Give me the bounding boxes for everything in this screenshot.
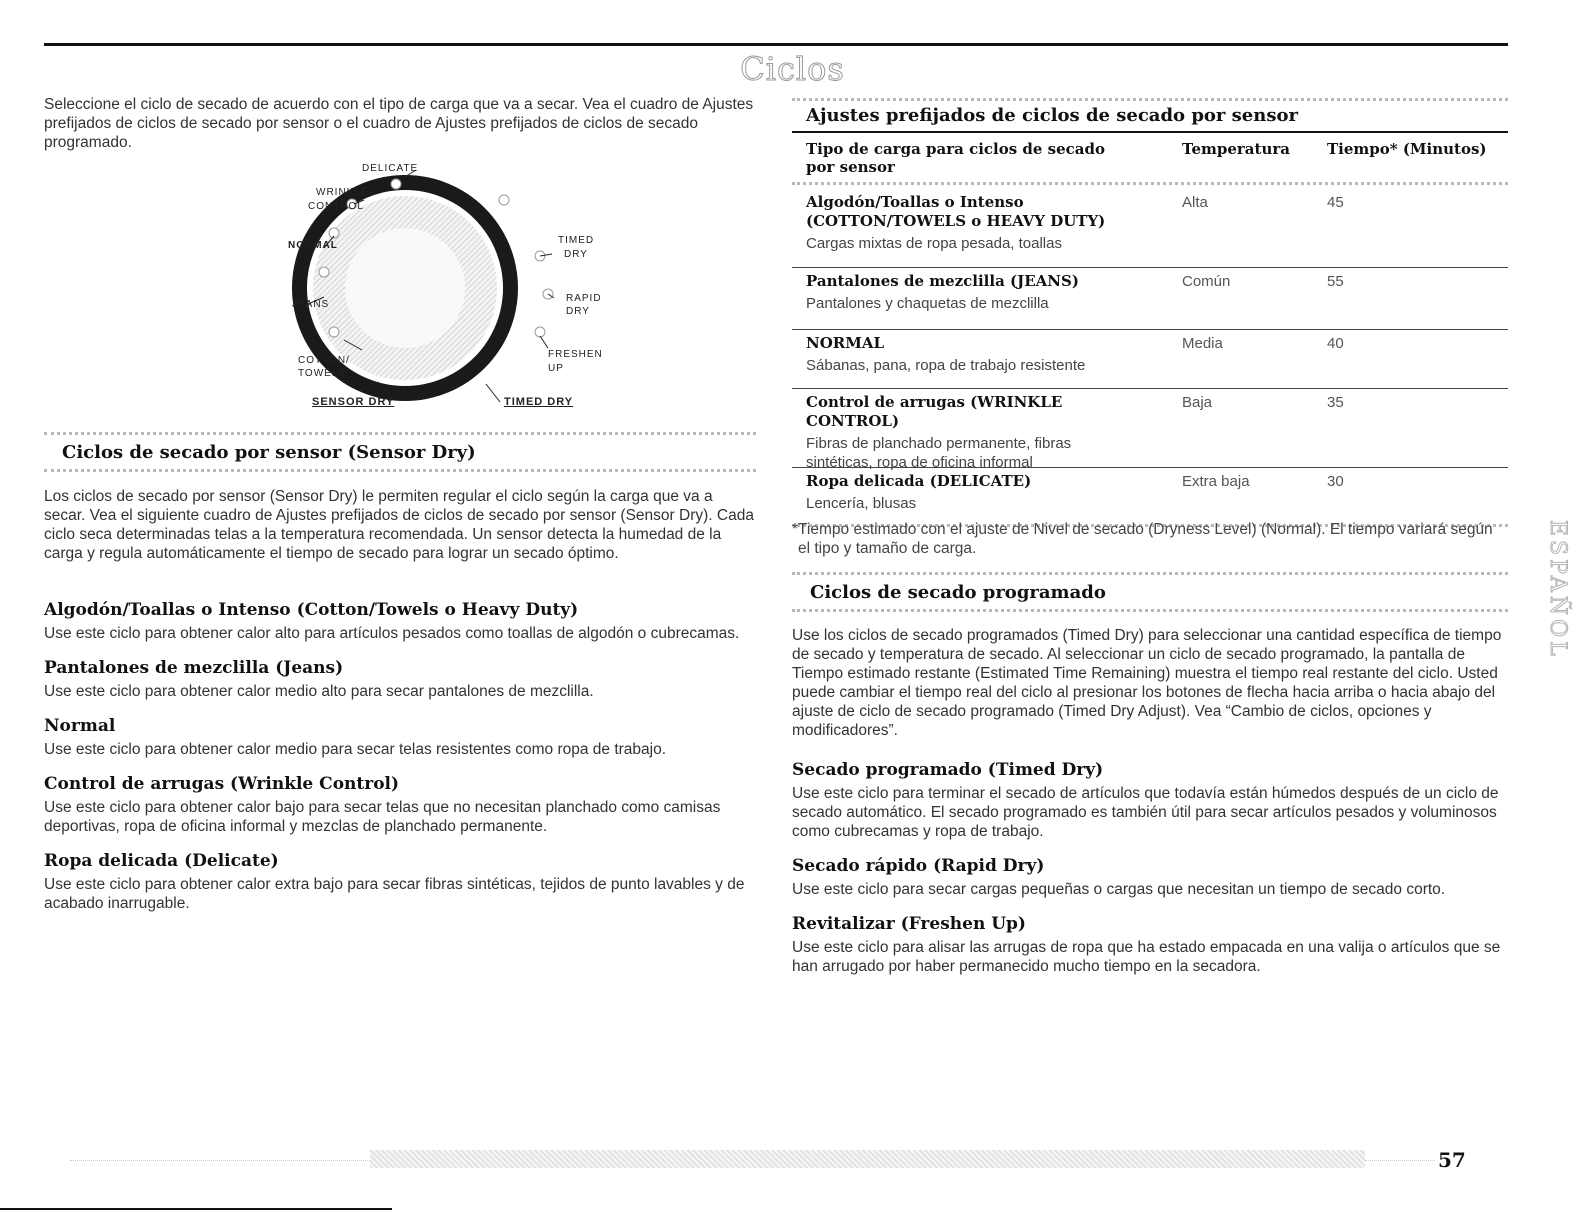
cycle-title: Secado programado (Timed Dry) <box>792 760 1104 780</box>
row-temp: Extra baja <box>1182 473 1250 490</box>
cycle-title: Secado rápido (Rapid Dry) <box>792 856 1045 876</box>
table-row <box>792 193 1508 268</box>
cycle-item <box>792 914 1508 976</box>
sensor-cycle-list <box>44 600 756 928</box>
language-side-tab: ESPAÑOL <box>1545 520 1570 660</box>
table-title-rule <box>792 131 1508 133</box>
row-name: NORMAL <box>806 334 885 352</box>
dial-label-sensor-dry: SENSOR DRY <box>312 396 395 408</box>
row-desc: Fibras de planchado permanente, fibras sintéticas, ropa de oficina informal <box>806 435 1072 471</box>
timed-section-heading <box>792 572 1508 612</box>
cycle-title: Normal <box>44 716 116 736</box>
dial-label-jeans: JEANS <box>292 299 330 310</box>
header-time: Tiempo* (Minutos) <box>1327 140 1487 158</box>
cycle-title: Algodón/Toallas o Intenso (Cotton/Towels o Heavy Duty) <box>44 600 579 620</box>
footer-dotted-line <box>70 1160 370 1161</box>
cycle-item <box>44 658 756 701</box>
footer-dotted-line <box>1365 1160 1435 1161</box>
row-name: Ropa delicada (DELICATE) <box>806 472 1032 490</box>
cycle-title: Ropa delicada (Delicate) <box>44 851 279 871</box>
row-time: 30 <box>1327 473 1344 490</box>
sensor-body: Los ciclos de secado por sensor (Sensor Dry) le permiten regular el ciclo según la carga que va a secar. Vea el siguiente cuadro de Ajustes prefijados de ciclos de secado por sensor (Sensor Dry). Cada ciclo seca determinadas telas a la temperatura recomendada. Un sensor detecta la humedad de la carga y regula automáticamente el tiempo de secado para lograr un secado óptimo. <box>44 488 754 562</box>
row-time: 55 <box>1327 273 1344 290</box>
cycle-item <box>44 851 756 913</box>
table-row <box>792 272 1508 330</box>
table-row <box>792 334 1508 389</box>
cycle-body: Use este ciclo para obtener calor medio alto para secar pantalones de mezclilla. <box>44 683 594 700</box>
dial-label-freshen-1: FRESHEN <box>548 349 603 360</box>
cycle-body: Use este ciclo para obtener calor medio para secar telas resistentes como ropa de trabajo. <box>44 741 667 758</box>
dial-knob-icon <box>234 160 574 415</box>
row-desc: Cargas mixtas de ropa pesada, toallas <box>806 235 1062 252</box>
dial-label-freshen-2: UP <box>548 363 564 374</box>
table-title <box>806 105 1298 126</box>
dial-label-cotton-1: COTTON/ <box>298 355 350 366</box>
footer-band <box>370 1150 1365 1168</box>
sensor-section-heading <box>44 432 756 472</box>
row-name: Algodón/Toallas o Intenso (COTTON/TOWELS o HEAVY DUTY) <box>806 193 1106 230</box>
cycle-item <box>792 760 1508 841</box>
table-row <box>792 393 1508 471</box>
row-name: Control de arrugas (WRINKLE CONTROL) <box>806 393 1063 430</box>
timed-body: Use los ciclos de secado programados (Timed Dry) para seleccionar una cantidad específica de tiempo de secado y temperatura de secado. Al seleccionar un ciclo de secado programado, la pantalla de Tiempo estimado restante (Estimated Time Remaining) muestra el tiempo real restante del ciclo. Usted puede cambiar el tiempo real del ciclo al presionar los botones de flecha hacia arriba o hacia abajo del ajuste de ciclo de secado programado (Timed Dry Adjust). Vea “Cambio de ciclos, opciones y modificadores”. <box>792 627 1502 739</box>
dial-label-timed-dry: TIMED DRY <box>504 396 574 408</box>
cycle-title: Pantalones de mezclilla (Jeans) <box>44 658 344 678</box>
dial-label-rapid-1: RAPID <box>566 293 602 304</box>
table-title-text: Ajustes prefijados de ciclos de secado por sensor <box>806 105 1298 126</box>
row-load <box>806 272 1156 313</box>
cycle-body: Use este ciclo para obtener calor alto para artículos pesados como toallas de algodón o cubrecamas. <box>44 625 740 642</box>
cycle-body: Use este ciclo para obtener calor extra bajo para secar fibras sintéticas, tejidos de punto lavables y de acabado inarrugable. <box>44 876 745 912</box>
page-number: 57 <box>1438 1148 1466 1172</box>
row-time: 35 <box>1327 394 1344 411</box>
dial-label-timed-1: TIMED <box>558 235 595 246</box>
row-temp: Alta <box>1182 194 1208 211</box>
intro-text: Seleccione el ciclo de secado de acuerdo con el tipo de carga que va a secar. Vea el cuadro de Ajustes prefijados de ciclos de secado por sensor o el cuadro de Ajustes prefijados de ciclos de secado programado. <box>44 96 754 151</box>
row-load <box>806 193 1156 253</box>
row-load <box>806 472 1156 513</box>
cycle-item <box>44 774 756 836</box>
table-top-dots <box>792 98 1508 101</box>
cycle-body: Use este ciclo para obtener calor bajo para secar telas que no necesitan planchado como camisas deportivas, ropa de oficina informal y mezclas de planchado permanente. <box>44 799 721 835</box>
header-temp: Temperatura <box>1182 140 1290 158</box>
dial-label-timed-2: DRY <box>564 249 588 260</box>
dial-label-rapid-2: DRY <box>566 306 590 317</box>
top-rule <box>44 43 1508 46</box>
table-row <box>792 472 1508 527</box>
row-temp: Media <box>1182 335 1223 352</box>
row-desc: Lencería, blusas <box>806 495 917 512</box>
row-load <box>806 334 1156 375</box>
cycle-dial <box>234 160 603 415</box>
dial-label-wrinkle-2: CONTROL <box>308 201 364 212</box>
cycle-item <box>792 856 1508 899</box>
row-desc: Sábanas, pana, ropa de trabajo resistente <box>806 357 1086 374</box>
header-load: Tipo de carga para ciclos de secado por sensor <box>806 140 1105 176</box>
page-title: Ciclos <box>740 50 845 88</box>
bottom-rule <box>0 1208 392 1210</box>
row-time: 40 <box>1327 335 1344 352</box>
dial-label-cotton-2: TOWELS <box>298 368 347 379</box>
dial-label-normal: NORMAL <box>288 240 338 251</box>
row-desc: Pantalones y chaquetas de mezclilla <box>806 295 1049 312</box>
sensor-presets-table <box>792 140 1508 527</box>
table-header-row <box>792 140 1508 185</box>
row-name: Pantalones de mezclilla (JEANS) <box>806 272 1079 290</box>
sensor-heading-text: Ciclos de secado por sensor (Sensor Dry) <box>62 442 476 463</box>
cycle-body: Use este ciclo para alisar las arrugas de ropa que ha estado empacada en una valija o artículos que se han arrugado por haber permanecido mucho tiempo en la secadora. <box>792 939 1501 975</box>
row-temp: Baja <box>1182 394 1213 411</box>
cycle-item <box>44 600 756 643</box>
row-load <box>806 393 1156 472</box>
timed-cycle-list <box>792 760 1508 991</box>
table-footnote: *Tiempo estimado con el ajuste de Nivel de secado (Dryness Level) (Normal). El tiempo variará según el tipo y tamaño de carga. <box>792 521 1493 557</box>
row-temp: Común <box>1182 273 1231 290</box>
cycle-body: Use este ciclo para secar cargas pequeñas o cargas que necesitan un tiempo de secado corto. <box>792 881 1446 898</box>
timed-heading-text: Ciclos de secado programado <box>810 582 1106 603</box>
cycle-title: Revitalizar (Freshen Up) <box>792 914 1026 934</box>
dial-label-wrinkle-1: WRINKLE <box>316 187 369 198</box>
row-time: 45 <box>1327 194 1344 211</box>
cycle-item <box>44 716 756 759</box>
cycle-title: Control de arrugas (Wrinkle Control) <box>44 774 400 794</box>
dial-label-delicate: DELICATE <box>362 163 419 174</box>
cycle-body: Use este ciclo para terminar el secado de artículos que todavía están húmedos después de un ciclo de secado automático. El secado programado es también útil para secar artículos pesados y voluminosos como cubrecamas y ropa de trabajo. <box>792 785 1499 840</box>
